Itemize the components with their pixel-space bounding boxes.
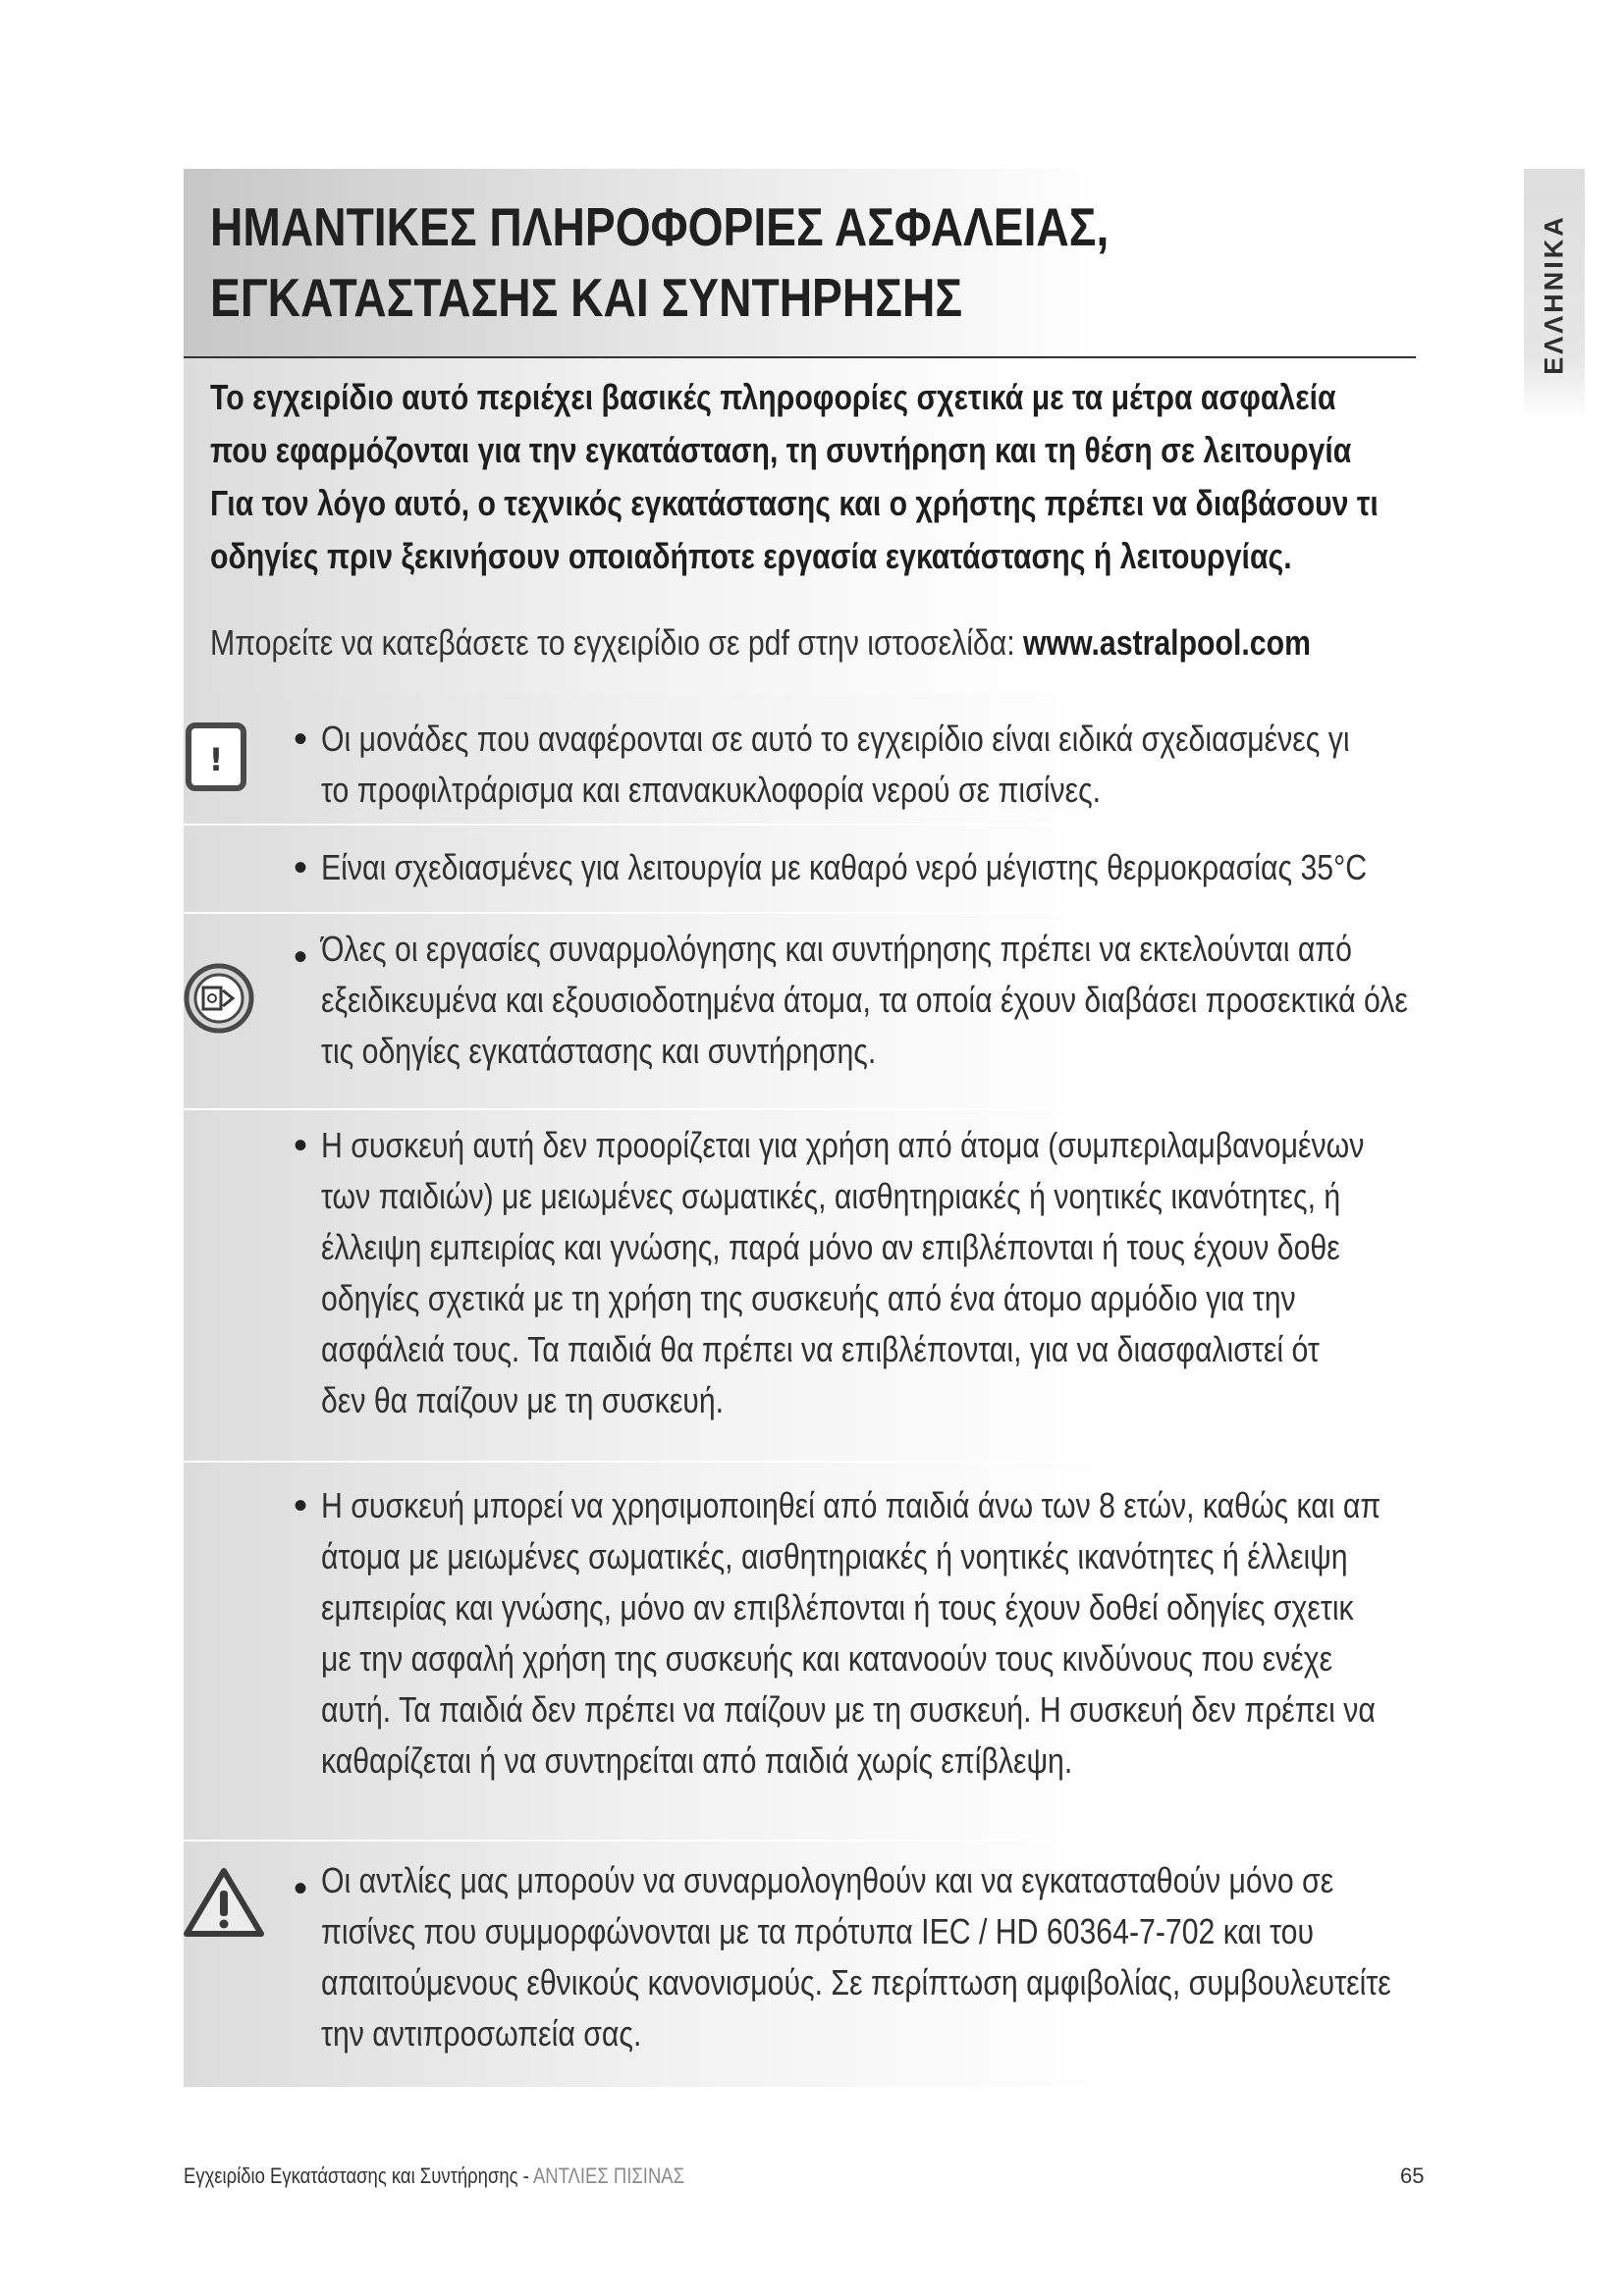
text-line: οδηγίες σχετικά με τη χρήση της συσκευής από ένα άτομο αρμόδιο για την (321, 1278, 1296, 1318)
page-title-line-1: ΗΜΑΝΤΙΚΕΣ ΠΛΗΡΟΦΟΡΙΕΣ ΑΣΦΑΛΕΙΑΣ, (210, 196, 1110, 257)
intro-line: Το εγχειρίδιο αυτό περιέχει βασικές πληροφορίες σχετικά με τα μέτρα ασφαλεία (210, 377, 1336, 417)
text-line: Η συσκευή αυτή δεν προορίζεται για χρήση από άτομα (συμπεριλαμβανομένων (321, 1125, 1365, 1165)
safety-item-2 (184, 826, 1416, 912)
download-text: Μπορείτε να κατεβάσετε το εγχειρίδιο σε pdf στην ιστοσελίδα: (210, 622, 1024, 663)
text-line: εμπειρίας και γνώσης, μόνο αν επιβλέπονται ή τους έχουν δοθεί οδηγίες σχετικ (321, 1587, 1354, 1628)
language-tab (1524, 169, 1585, 420)
text-line: πισίνες που συμμορφώνονται με τα πρότυπα IEC / HD 60364-7-702 και του (321, 1911, 1314, 1951)
safety-item-6 (184, 1842, 1416, 2087)
text-line: Οι μονάδες που αναφέρονται σε αυτό το εγχειρίδιο είναι ειδικά σχεδιασμένες γι (321, 719, 1350, 759)
read-manual-icon (182, 961, 256, 1036)
safety-item-text (321, 1120, 1410, 1426)
safety-item-text (321, 1855, 1410, 2059)
text-line: τις οδηγίες εγκατάστασης και συντήρησης. (321, 1031, 877, 1071)
text-line: έλλειψη εμπειρίας και γνώσης, παρά μόνο αν επιβλέπονται ή τους έχουν δοθε (321, 1227, 1340, 1267)
page-number: 65 (1400, 2163, 1425, 2188)
page-title-line-2: ΕΓΚΑΤΑΣΤΑΣΗΣ ΚΑΙ ΣΥΝΤΗΡΗΣΗΣ (210, 267, 963, 328)
warning-triangle-icon (182, 1865, 266, 1940)
text-line: με την ασφαλή χρήση της συσκευής και κατανοούν τους κινδύνους που ενέχε (321, 1638, 1333, 1679)
text-line: αυτή. Τα παιδιά δεν πρέπει να παίζουν με τη συσκευή. Η συσκευή δεν πρέπει να (321, 1689, 1376, 1730)
language-tab-label: ΕΛΛΗΝΙΚΑ (1539, 214, 1569, 375)
safety-item-text (321, 842, 1410, 893)
safety-item-text (321, 714, 1410, 816)
footer-product: ΑΝΤΛΙΕΣ ΠΙΣΙΝΑΣ (532, 2163, 685, 2188)
text-line: καθαρίζεται ή να συντηρείται από παιδιά χωρίς επίβλεψη. (321, 1740, 1073, 1781)
bullet: • (294, 1124, 308, 1167)
intro-paragraph (210, 371, 1398, 583)
text-line: απαιτούμενους εθνικούς κανονισμούς. Σε περίπτωση αμφιβολίας, συμβουλευτείτε (321, 1962, 1391, 2002)
page-title (210, 191, 1109, 333)
text-line: άτομα με μειωμένες σωματικές, αισθητηριακές ή νοητικές ικανότητες ή έλλειψη (321, 1536, 1348, 1576)
bullet: • (294, 1867, 308, 1910)
safety-item-1 (184, 694, 1416, 824)
text-line: Οι αντλίες μας μπορούν να συναρμολογηθούν και να εγκατασταθούν μόνο σε (321, 1860, 1334, 1900)
safety-item-text (321, 1480, 1410, 1787)
safety-item-4 (184, 1110, 1416, 1461)
footer-manual-title (184, 2163, 684, 2189)
bullet: • (294, 718, 308, 761)
intro-line: οδηγίες πριν ξεκινήσουν οποιαδήποτε εργασία εγκατάστασης ή λειτουργίας. (210, 536, 1292, 576)
text-line: Η συσκευή μπορεί να χρησιμοποιηθεί από παιδιά άνω των 8 ετών, καθώς και απ (321, 1485, 1381, 1525)
safety-item-5 (184, 1463, 1416, 1840)
safety-item-3 (184, 914, 1416, 1108)
warning-box-icon (182, 714, 250, 800)
text-line: την αντιπροσωπεία σας. (321, 2013, 642, 2054)
safety-item-text (321, 924, 1410, 1077)
svg-text:!: ! (208, 741, 224, 778)
intro-line: που εφαρμόζονται για την εγκατάσταση, τη συντήρηση και τη θέση σε λειτουργία (210, 430, 1352, 470)
bullet: • (294, 1484, 308, 1527)
bullet: • (294, 935, 308, 979)
text-line: Είναι σχεδιασμένες για λειτουργία με καθαρό νερό μέγιστης θερμοκρασίας 35°C (321, 847, 1368, 887)
bullet: • (294, 846, 308, 889)
download-link[interactable]: www.astralpool.com (1023, 622, 1311, 663)
footer-manual-label: Εγχειρίδιο Εγκατάστασης και Συντήρησης - (184, 2163, 533, 2188)
text-line: Όλες οι εργασίες συναρμολόγησης και συντήρησης πρέπει να εκτελούνται από (321, 929, 1352, 969)
text-line: ασφάλειά τους. Τα παιδιά θα πρέπει να επιβλέπονται, για να διασφαλιστεί ότ (321, 1329, 1320, 1369)
intro-line: Για τον λόγο αυτό, ο τεχνικός εγκατάστασης και ο χρήστης πρέπει να διαβάσουν τι (210, 483, 1379, 523)
text-line: το προφιλτράρισμα και επανακυκλοφορία νερού σε πισίνες. (321, 770, 1102, 810)
text-line: εξειδικευμένα και εξουσιοδοτημένα άτομα, τα οποία έχουν διαβάσει προσεκτικά όλε (321, 980, 1408, 1020)
text-line: των παιδιών) με μειωμένες σωματικές, αισθητηριακές ή νοητικές ικανότητες, ή (321, 1176, 1341, 1216)
text-line: δεν θα παίζουν με τη συσκευή. (321, 1380, 725, 1420)
download-note (210, 616, 1311, 669)
